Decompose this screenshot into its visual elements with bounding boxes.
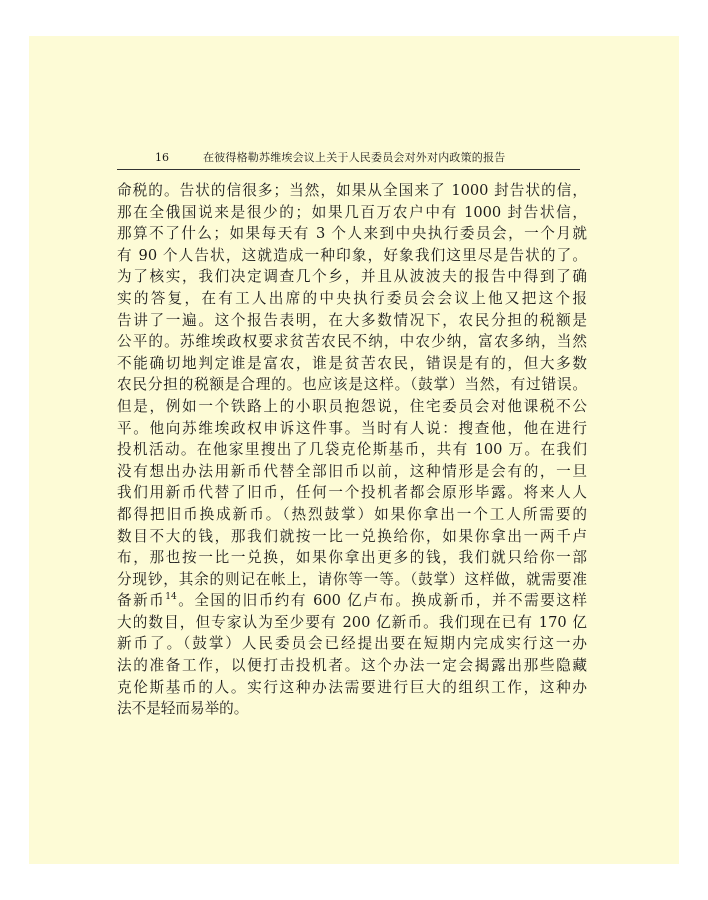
text-line: 布，那也按一比一兑换，如果你拿出更多的钱，我们就只给你一部 — [117, 549, 587, 567]
text-line: 平。他向苏维埃政权申诉这件事。当时有人说：搜查他，他在进行 — [117, 419, 587, 437]
running-title: 在彼得格勒苏维埃会议上关于人民委员会对外对内政策的报告 — [203, 151, 506, 164]
text-line: 分现钞，其余的则记在帐上，请你等一等。（鼓掌）这样做，就需要准 — [117, 570, 587, 588]
text-line: 法不是轻而易举的。 — [117, 700, 249, 718]
text-line: 克伦斯基币的人。实行这种办法需要进行巨大的组织工作，这种办 — [117, 678, 587, 696]
text-line: 命税的。告状的信很多；当然，如果从全国来了 1000 封告状的信， — [117, 182, 587, 199]
footnote-marker[interactable]: 14 — [165, 592, 177, 603]
text-line-with-footnote — [117, 590, 587, 612]
page-number: 16 — [155, 151, 169, 164]
text-line: 那在全俄国说来是很少的；如果几百万农户中有 1000 封告状信， — [117, 203, 587, 221]
text-line: 不能确切地判定谁是富农，谁是贫苦农民，错误是有的，但大多数 — [117, 354, 587, 372]
text-line: 实的答复，在有工人出席的中央执行委员会会议上他又把这个报 — [117, 289, 587, 307]
body-text — [117, 180, 587, 720]
text-line: 大的数目，但专家认为至少要有 200 亿新币。我们现在已有 170 亿 — [117, 613, 587, 631]
text-line: 都得把旧币换成新币。（热烈鼓掌）如果你拿出一个工人所需要的 — [117, 505, 587, 523]
page-header — [117, 151, 580, 170]
text-line: 法的准备工作，以便打击投机者。这个办法一定会揭露出那些隐藏 — [117, 657, 587, 675]
text-segment: 。全国的旧币约有 600 亿卢布。换成新币，并不需要这样 — [176, 592, 587, 610]
text-line: 但是，例如一个铁路上的小职员抱怨说，住宅委员会对他课税不公 — [117, 397, 587, 415]
text-line: 农民分担的税额是合理的。也应该是这样。（鼓掌）当然，有过错误。 — [117, 376, 587, 394]
text-line: 数目不大的钱，那我们就按一比一兑换给你，如果你拿出一两千卢 — [117, 527, 587, 545]
text-line: 公平的。苏维埃政权要求贫苦农民不纳，中农少纳，富农多纳，当然 — [117, 333, 587, 351]
text-line: 投机活动。在他家里搜出了几袋克伦斯基币，共有 100 万。在我们 — [117, 441, 587, 459]
text-line: 那算不了什么；如果每天有 3 个人来到中央执行委员会，一个月就 — [117, 225, 587, 243]
text-line: 没有想出办法用新币代替全部旧币以前，这种情形是会有的，一旦 — [117, 462, 587, 480]
text-line: 新币了。（鼓掌）人民委员会已经提出要在短期内完成实行这一办 — [117, 635, 587, 653]
text-line: 有 90 个人告状，这就造成一种印象，好象我们这里尽是告状的了。 — [117, 246, 587, 264]
text-line: 告讲了一遍。这个报告表明，在大多数情况下，农民分担的税额是 — [117, 311, 587, 329]
text-line: 为了核实，我们决定调查几个乡，并且从波波夫的报告中得到了确 — [117, 268, 587, 286]
text-line: 我们用新币代替了旧币，任何一个投机者都会原形毕露。将来人人 — [117, 484, 587, 502]
text-segment: 备新币 — [117, 592, 166, 610]
